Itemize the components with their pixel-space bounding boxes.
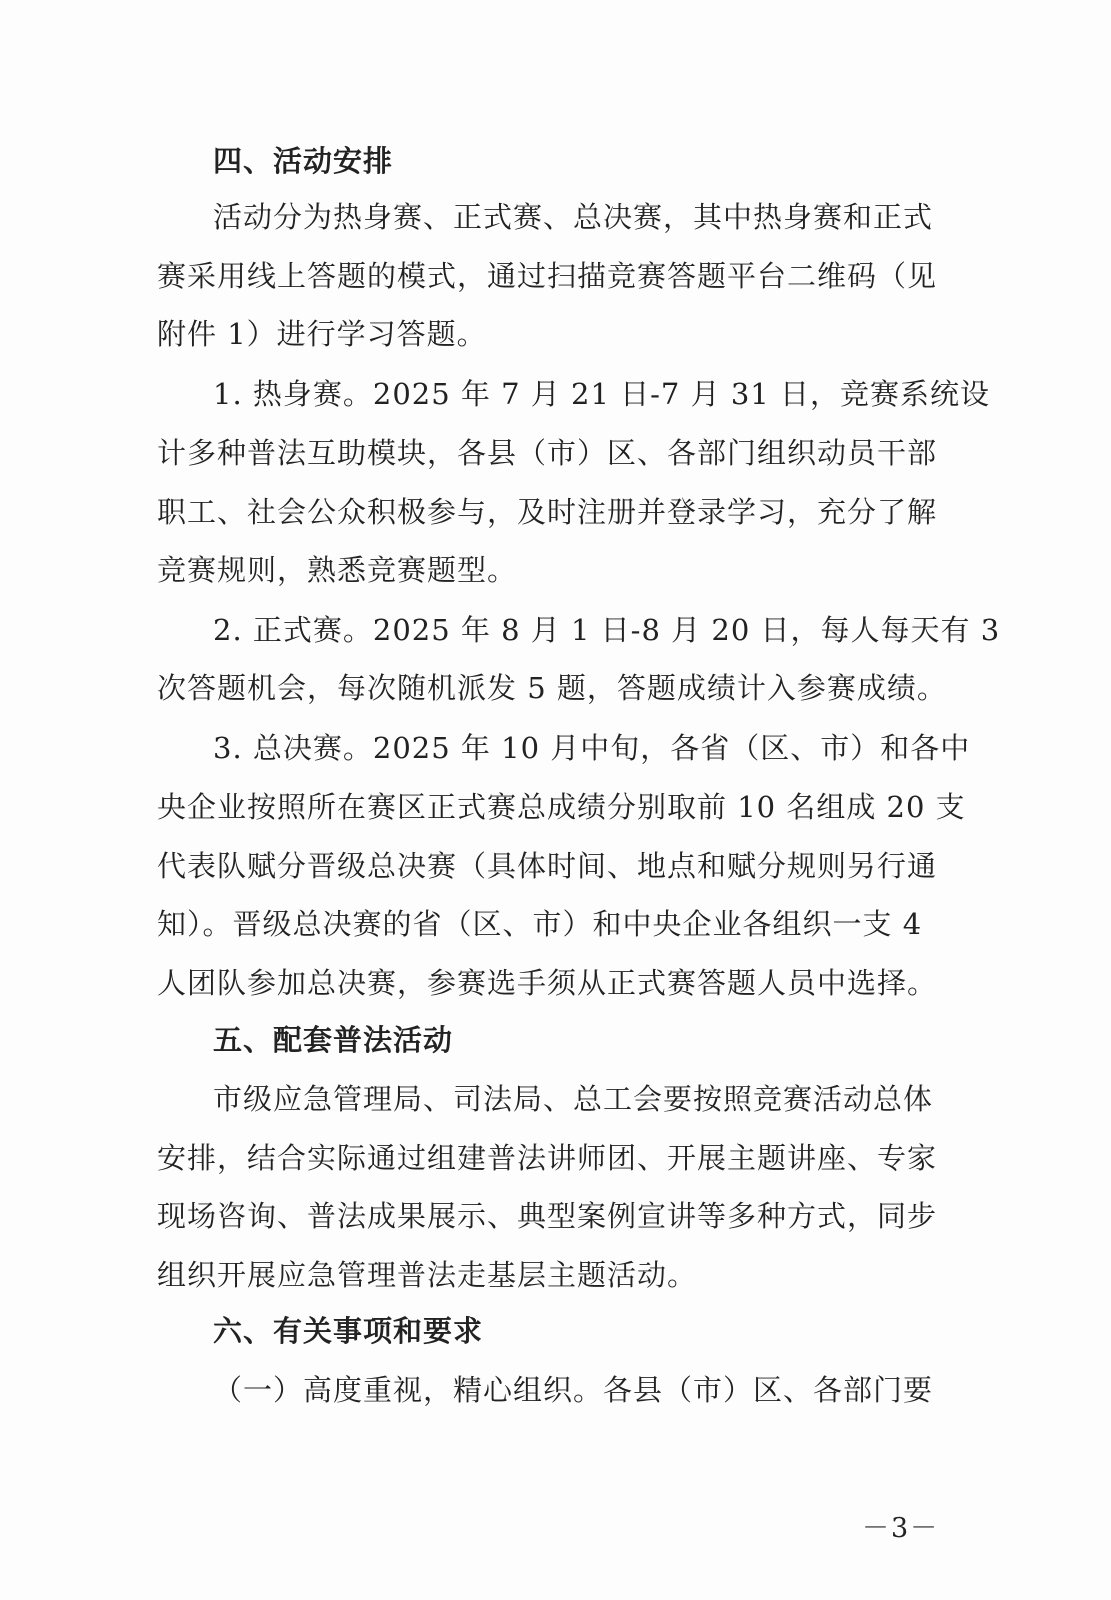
section-heading-5: 五、配套普法活动	[213, 1023, 454, 1057]
paragraph-line: 附件 1）进行学习答题。	[157, 317, 487, 351]
paragraph-line: 计多种普法互助模块，各县（市）区、各部门组织动员干部	[157, 436, 938, 470]
paragraph-line: 央企业按照所在赛区正式赛总成绩分别取前 10 名组成 20 支	[157, 790, 966, 824]
paragraph-line: 市级应急管理局、司法局、总工会要按照竞赛活动总体	[213, 1082, 934, 1116]
paragraph-line: 竞赛规则，熟悉竞赛题型。	[157, 553, 518, 587]
paragraph-line: 知）。晋级总决赛的省（区、市）和中央企业各组织一支 4	[157, 907, 923, 941]
paragraph-line: 安排，结合实际通过组建普法讲师团、开展主题讲座、专家	[157, 1141, 938, 1175]
paragraph-line: 组织开展应急管理普法走基层主题活动。	[157, 1258, 698, 1292]
paragraph-line: 现场咨询、普法成果展示、典型案例宣讲等多种方式，同步	[157, 1199, 938, 1233]
paragraph-line: 活动分为热身赛、正式赛、总决赛，其中热身赛和正式	[213, 200, 934, 234]
paragraph-line: 人团队参加总决赛，参赛选手须从正式赛答题人员中选择。	[157, 966, 938, 1000]
paragraph-line: 职工、社会公众积极参与，及时注册并登录学习，充分了解	[157, 495, 938, 529]
paragraph-line: 3. 总决赛。2025 年 10 月中旬，各省（区、市）和各中	[213, 731, 971, 765]
paragraph-line: 1. 热身赛。2025 年 7 月 21 日-7 月 31 日，竞赛系统设	[213, 377, 990, 411]
section-heading-6: 六、有关事项和要求	[213, 1314, 484, 1348]
paragraph-line: 代表队赋分晋级总决赛（具体时间、地点和赋分规则另行通	[157, 849, 938, 883]
paragraph-line: 赛采用线上答题的模式，通过扫描竞赛答题平台二维码（见	[157, 259, 938, 293]
paragraph-line: （一）高度重视，精心组织。各县（市）区、各部门要	[213, 1373, 934, 1407]
section-heading-4: 四、活动安排	[213, 144, 394, 178]
paragraph-line: 次答题机会，每次随机派发 5 题，答题成绩计入参赛成绩。	[157, 671, 947, 705]
paragraph-line: 2. 正式赛。2025 年 8 月 1 日-8 月 20 日，每人每天有 3	[213, 613, 1001, 647]
page-number: －3－	[862, 1513, 940, 1544]
